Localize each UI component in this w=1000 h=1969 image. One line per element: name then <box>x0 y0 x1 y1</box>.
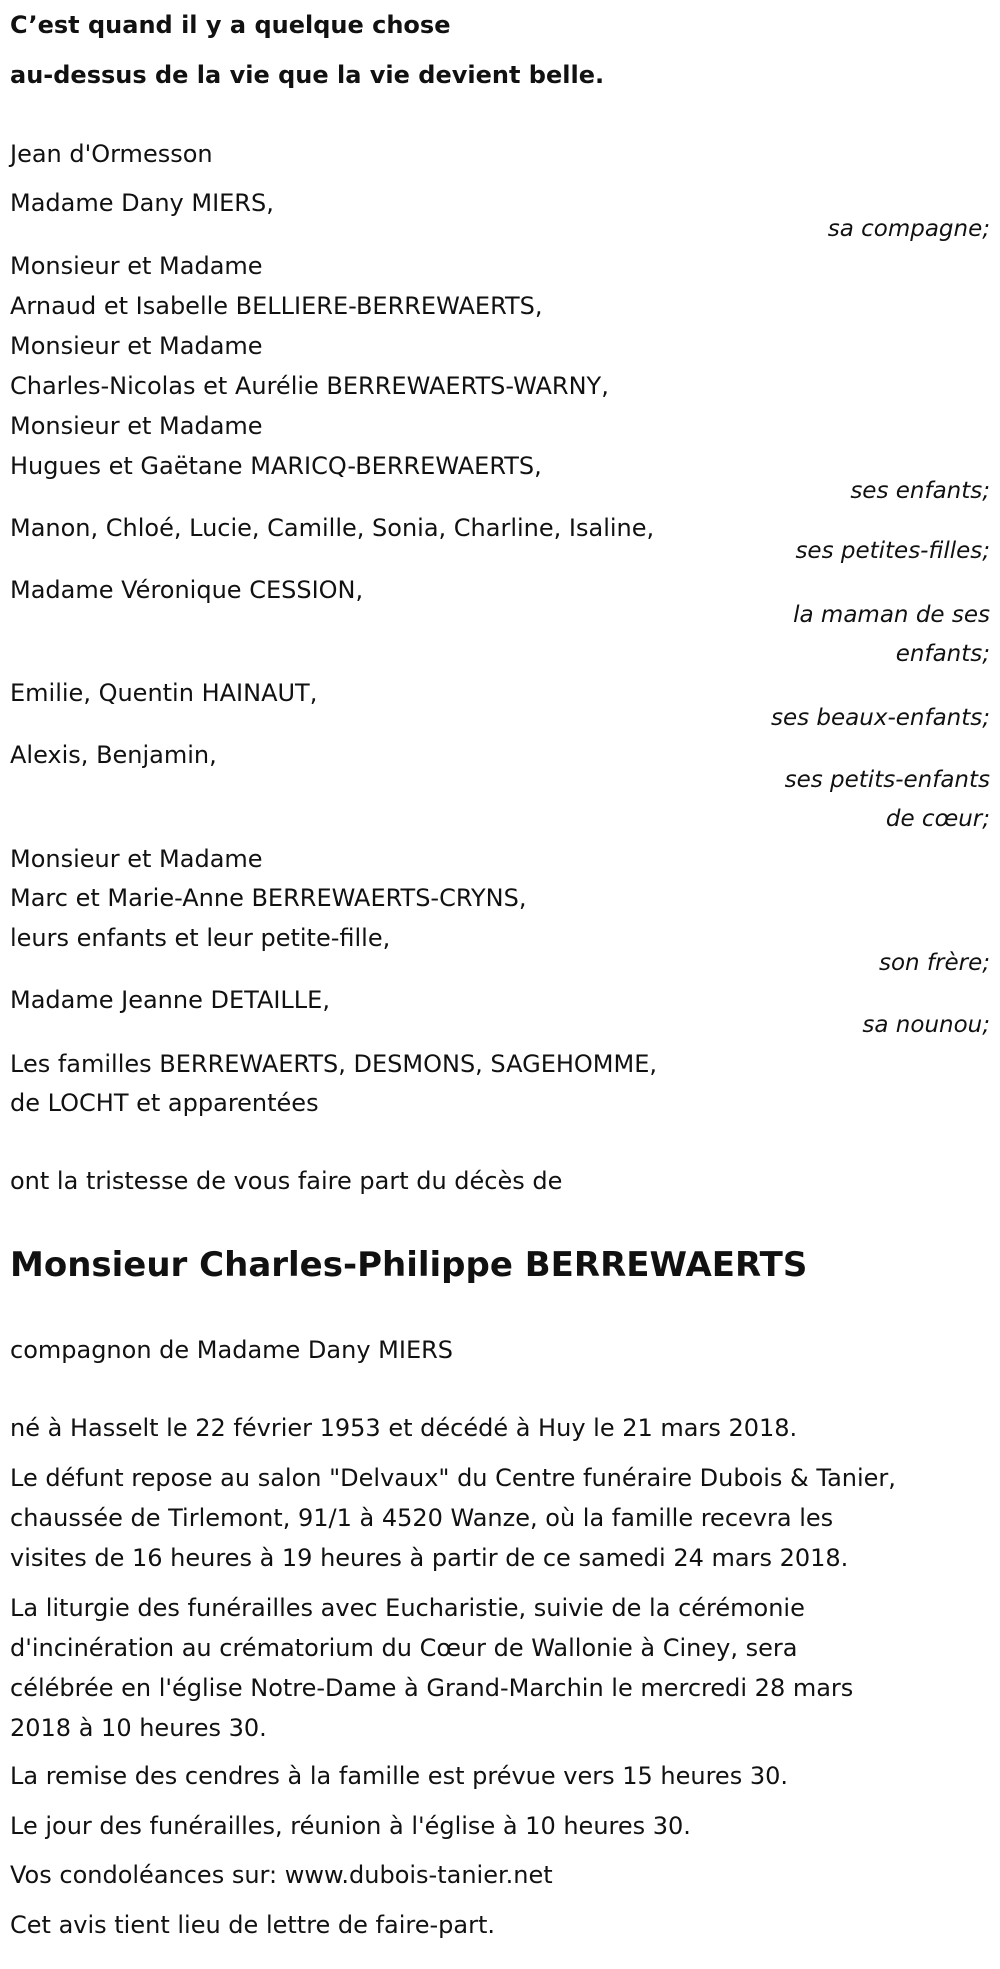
family-name: Emilie, Quentin HAINAUT, <box>10 679 318 707</box>
detail-line: d'incinération au crématorium du Cœur de Wallonie à Ciney, sera <box>10 1634 798 1662</box>
family-name: Manon, Chloé, Lucie, Camille, Sonia, Charline, Isaline, <box>10 514 655 542</box>
family-name: Madame Jeanne DETAILLE, <box>10 986 330 1014</box>
detail-line: 2018 à 10 heures 30. <box>10 1714 267 1742</box>
family-name: Charles-Nicolas et Aurélie BERREWAERTS-WARNY, <box>10 372 609 400</box>
detail-line: Cet avis tient lieu de lettre de faire-part. <box>10 1911 495 1939</box>
family-relation: ses petites-filles; <box>795 538 990 564</box>
family-name: Monsieur et Madame <box>10 252 263 280</box>
family-relation: sa compagne; <box>827 216 990 242</box>
condolences-link[interactable]: Vos condoléances sur: www.dubois-tanier.net <box>10 1861 553 1889</box>
family-relation: sa nounou; <box>862 1012 990 1038</box>
family-name: Monsieur et Madame <box>10 332 263 360</box>
detail-line: chaussée de Tirlemont, 91/1 à 4520 Wanze, où la famille recevra les <box>10 1504 834 1532</box>
detail-line: La remise des cendres à la famille est prévue vers 15 heures 30. <box>10 1762 788 1790</box>
family-name: Hugues et Gaëtane MARICQ-BERREWAERTS, <box>10 452 542 480</box>
detail-line: né à Hasselt le 22 février 1953 et décédé à Huy le 21 mars 2018. <box>10 1414 798 1442</box>
family-relation: de cœur; <box>885 806 990 832</box>
family-name: Monsieur et Madame <box>10 845 263 873</box>
family-name: Monsieur et Madame <box>10 412 263 440</box>
family-relation: son frère; <box>878 950 990 976</box>
family-name: Madame Véronique CESSION, <box>10 576 364 604</box>
family-relation: la maman de ses <box>793 602 990 628</box>
detail-line: visites de 16 heures à 19 heures à partir de ce samedi 24 mars 2018. <box>10 1544 849 1572</box>
deceased-name: Monsieur Charles-Philippe BERREWAERTS <box>10 1245 808 1285</box>
quote-line: C’est quand il y a quelque chose <box>10 11 451 39</box>
family-name: Madame Dany MIERS, <box>10 189 274 217</box>
family-name: Marc et Marie-Anne BERREWAERTS-CRYNS, <box>10 884 527 912</box>
quote-line: au-dessus de la vie que la vie devient belle. <box>10 61 605 89</box>
family-name: Arnaud et Isabelle BELLIERE-BERREWAERTS, <box>10 292 543 320</box>
quote-author: Jean d'Ormesson <box>10 140 213 168</box>
family-name: Les familles BERREWAERTS, DESMONS, SAGEHOMME, <box>10 1050 658 1078</box>
family-relation: ses enfants; <box>850 478 990 504</box>
detail-line: célébrée en l'église Notre-Dame à Grand-Marchin le mercredi 28 mars <box>10 1674 854 1702</box>
family-name: Alexis, Benjamin, <box>10 741 217 769</box>
family-relation: enfants; <box>895 641 990 667</box>
detail-line: Le défunt repose au salon "Delvaux" du Centre funéraire Dubois & Tanier, <box>10 1464 896 1492</box>
companion-line: compagnon de Madame Dany MIERS <box>10 1336 454 1364</box>
family-relation: ses petits-enfants <box>784 767 990 793</box>
family-relation: ses beaux-enfants; <box>770 705 990 731</box>
family-name: leurs enfants et leur petite-fille, <box>10 924 391 952</box>
detail-line: La liturgie des funérailles avec Eucharistie, suivie de la cérémonie <box>10 1594 805 1622</box>
detail-line: Le jour des funérailles, réunion à l'église à 10 heures 30. <box>10 1812 691 1840</box>
announcement: ont la tristesse de vous faire part du décès de <box>10 1167 563 1195</box>
family-name: de LOCHT et apparentées <box>10 1089 319 1117</box>
